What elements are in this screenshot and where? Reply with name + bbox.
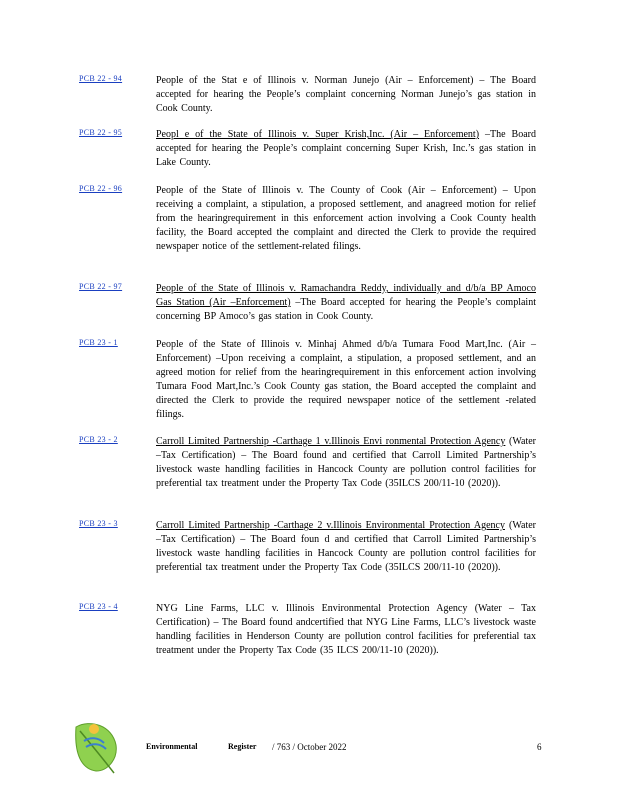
case-number-link[interactable]: PCB 22 - 96 <box>79 184 123 193</box>
case-title: Carroll Limited Partnership -Carthage 1 v.Illinois Envi ronmental Protection Agency <box>156 436 506 447</box>
case-description <box>156 435 536 491</box>
case-number-link[interactable]: PCB 22 - 94 <box>79 74 123 83</box>
footer-register: Register <box>228 742 257 751</box>
case-number-link[interactable]: PCB 23 - 4 <box>79 602 118 611</box>
case-summary: People of the State of Illinois v. Minhaj Ahmed d/b/a Tumara Food Mart,Inc. (Air –Enforcement) –Upon receiving a complaint, a stipulation, a proposed settlement, and an agreed motion for relief from the hearingrequirement in this enforcement action involving Tumara Food Mart,Inc.’s Cook County gas station, the Board accepted the complaint and directed the Clerk to provide the required newspaper notice of the settlement -related filings. <box>156 339 536 420</box>
case-summary: NYG Line Farms, LLC v. Illinois Environmental Protection Agency (Water – Tax Certification) – The Board found andcertified that NYG Line Farms, LLC’s livestock waste handling facilities in Henderson County are pollution control facilities for preferential tax treatment under the Property Tax Code (35 ILCS 200/11-10 (2020)). <box>156 603 536 656</box>
case-number-link[interactable]: PCB 22 - 95 <box>79 128 123 137</box>
footer-issue: / 763 / October 2022 <box>272 742 347 752</box>
leaf-logo-icon <box>70 715 122 775</box>
case-summary: (Water –Tax Certification) – The Board foun d and certified that Carroll Limited Partnership’s livestock waste handling facilities in Hancock County are pollution control facilities for preferential tax treatment under the Property Tax Code (35ILCS 200/11-10 (2020)). <box>156 520 536 573</box>
case-description <box>156 602 536 658</box>
case-description <box>156 282 536 324</box>
case-description <box>156 338 536 422</box>
footer-publication: Environmental <box>146 742 198 751</box>
footer-page-number: 6 <box>537 742 542 752</box>
case-number-link[interactable]: PCB 23 - 1 <box>79 338 118 347</box>
case-title: Carroll Limited Partnership -Carthage 2 v.Illinois Environmental Protection Agency <box>156 520 505 531</box>
case-number-link[interactable]: PCB 23 - 2 <box>79 435 118 444</box>
case-summary: –The Board accepted for hearing the People’s complaint concerning BP Amoco’s gas station in Cook County. <box>156 297 536 322</box>
case-number-link[interactable]: PCB 23 - 3 <box>79 519 118 528</box>
case-summary: –The Board accepted for hearing the People’s complaint concerning Super Krish, Inc.’s gas station in Lake County. <box>156 129 536 168</box>
case-summary: – The Board accepted for hearing the People’s complaint concerning Norman Junejo’s gas station in Cook County. <box>156 75 536 114</box>
case-title: Peopl e of the State of Illinois v. Super Krish,Inc. (Air – Enforcement) <box>156 129 480 140</box>
case-description <box>156 519 536 575</box>
case-summary: (Water –Tax Certification) – The Board found and certified that Carroll Limited Partnership’s livestock waste handling facilities in Hancock County are pollution control facilities for preferential tax treatment under the Property Tax Code (35ILCS 200/11-10 (2020)). <box>156 436 536 489</box>
case-description <box>156 128 536 170</box>
case-description <box>156 74 536 116</box>
case-title: People of the State of Illinois v. Ramachandra Reddy, individually and d/b/a BP Amoco Gas Station (Air –Enforcement) <box>156 283 536 308</box>
case-description <box>156 184 536 254</box>
case-title: People of the Stat e of Illinois v. Norman Junejo (Air – Enforcement) <box>156 75 474 86</box>
case-summary: People of the State of Illinois v. The County of Cook (Air – Enforcement) – Upon receiving a complaint, a stipulation, a proposed settlement, and anagreed motion for relief from the hearingrequirement in this enforcement action involving a Cook County health facility, the Board accepted the complaint and directed the Clerk to provide the required newspaper notice of the settlement-related filings. <box>156 185 536 252</box>
case-number-link[interactable]: PCB 22 - 97 <box>79 282 123 291</box>
